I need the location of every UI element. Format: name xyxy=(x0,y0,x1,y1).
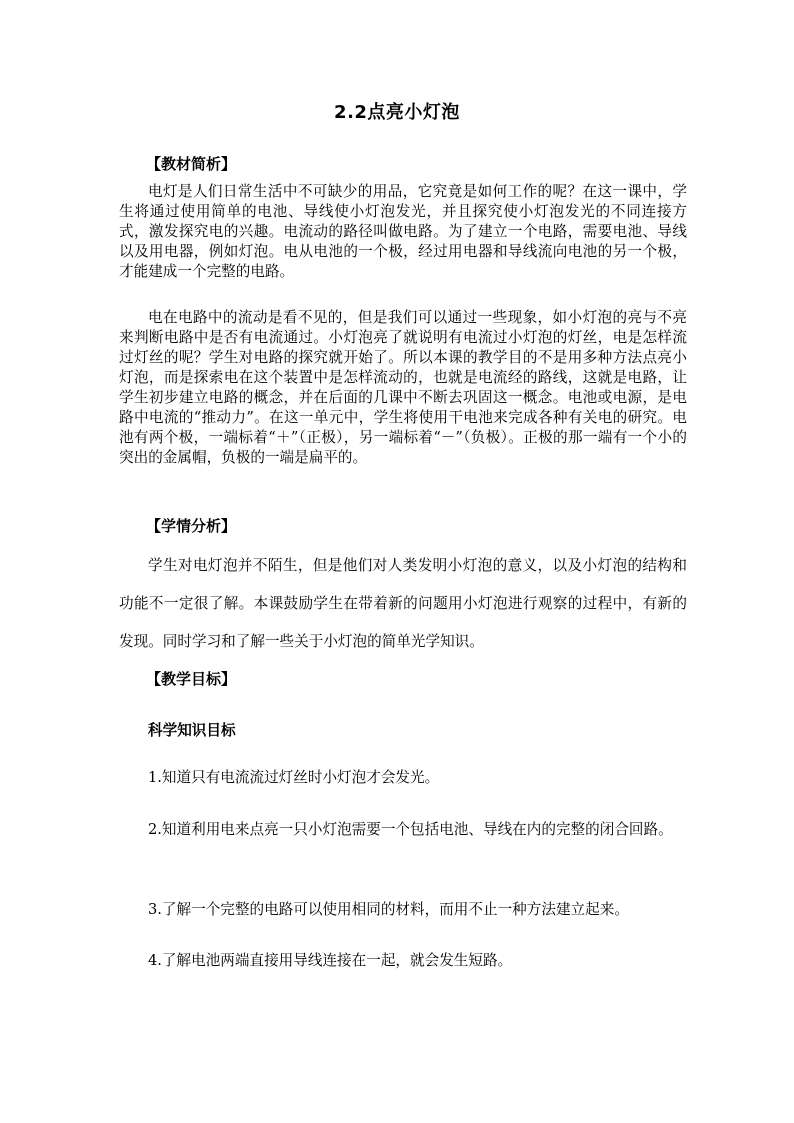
paragraph-student-analysis: 学生对电灯泡并不陌生，但是他们对人类发明小灯泡的意义，以及小灯泡的结构和功能不一定很了解。本课鼓励学生在带着新的问题用小灯泡进行观察的过程中，有新的发现。同时学习和了解一些关于小灯泡的简单光学知识。 xyxy=(119,557,687,650)
page-title: 2.2点亮小灯泡 xyxy=(334,102,460,123)
paragraph-textbook-analysis-1: 电灯是人们日常生活中不可缺少的用品，它究竟是如何工作的呢？在这一课中，学生将通过使用简单的电池、导线使小灯泡发光，并且探究使小灯泡发光的不同连接方式，激发探究电的兴趣。电流动的路径叫做电路。为了建立一个电路，需要电池、导线以及用电器，例如灯泡。电从电池的一个极，经过用电器和导线流向电池的另一个极，才能建成一个完整的电路。 xyxy=(119,183,687,280)
heading-student-analysis: 【学情分析】 xyxy=(146,517,237,535)
goal-item-2: 2.知道利用电来点亮一只小灯泡需要一个包括电池、导线在内的完整的闭合回路。 xyxy=(148,821,673,838)
paragraph-textbook-analysis-2: 电在电路中的流动是看不见的，但是我们可以通过一些现象，如小灯泡的亮与不亮来判断电路中是否有电流通过。小灯泡亮了就说明有电流过小灯泡的灯丝，电是怎样流过灯丝的呢？学生对电路的探究就开始了。所以本课的教学目的不是用多种方法点亮小灯泡，而是探索电在这个装置中是怎样流动的，也就是电流经的路线，这就是电路，让学生初步建立电路的概念，并在后面的几课中不断去巩固这一概念。电池或电源，是电路中电流的“推动力”。在这一单元中，学生将使用干电池来完成各种有关电的研究。电池有两个极，一端标着“＋”（正极），另一端标着“－”（负极）。正极的那一端有一个小的突出的金属帽，负极的一端是扁平的。 xyxy=(119,309,687,466)
goal-item-4: 4.了解电池两端直接用导线连接在一起，就会发生短路。 xyxy=(148,952,513,969)
goal-item-3: 3.了解一个完整的电路可以使用相同的材料，而用不止一种方法建立起来。 xyxy=(148,901,629,918)
heading-textbook-analysis: 【教材简析】 xyxy=(146,155,237,173)
goal-item-1: 1.知道只有电流流过灯丝时小灯泡才会发光。 xyxy=(148,769,440,786)
subheading-science-knowledge-goals: 科学知识目标 xyxy=(148,722,236,739)
heading-teaching-goals: 【教学目标】 xyxy=(146,670,237,688)
